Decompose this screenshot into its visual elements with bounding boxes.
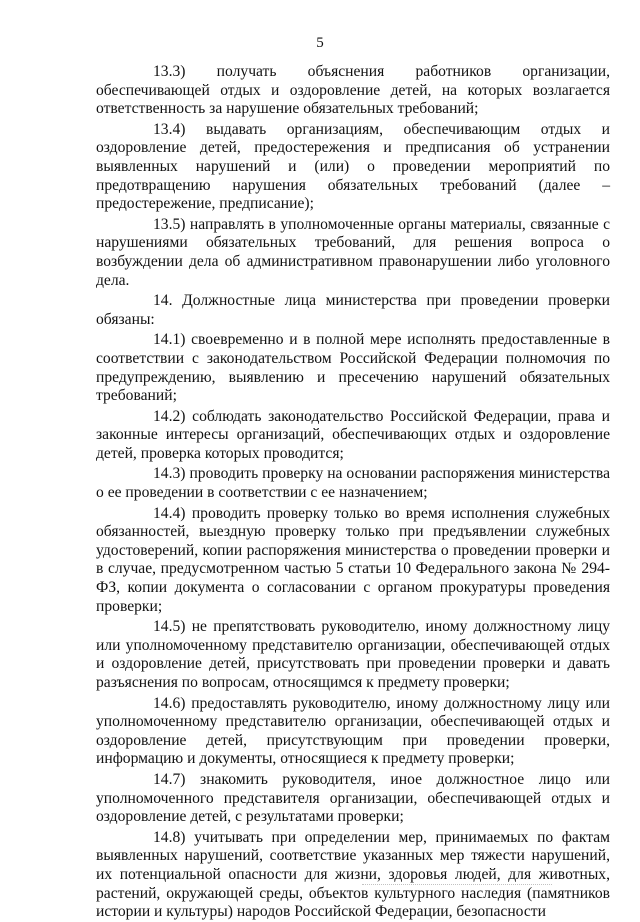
paragraph-14-1: 14.1) своевременно и в полной мере исполнять предоставленные в соответствии с законодательством Российской Федерации полномочия по предупреждению, выявлению и пресечению нарушений обязательных требований; bbox=[96, 331, 610, 405]
paragraph-14-8: 14.8) учитывать при определении мер, принимаемых по фактам выявленных нарушений, соответствие указанных мер тяжести нарушений, их потенциальной опасности для жизни, здоровья людей, для животных, растений, окружающей среды, объектов культурного наследия (памятников истории и культуры) народов Российской Федерации, безопасности bbox=[96, 828, 610, 921]
paragraph-14-3: 14.3) проводить проверку на основании распоряжения министерства о ее проведении в соответствии с ее назначением; bbox=[96, 465, 610, 502]
paragraph-14-7: 14.7) знакомить руководителя, иное должностное лицо или уполномоченного представителя организации, обеспечивающей отдых и оздоровление детей, с результатами проверки; bbox=[96, 770, 610, 826]
paragraph-14: 14. Должностные лица министерства при проведении проверки обязаны: bbox=[96, 292, 610, 328]
paragraph-13-3: 13.3) получать объяснения работников организации, обеспечивающей отдых и оздоровление детей, на которых возлагается ответственность за нарушение обязательных требований; bbox=[96, 63, 610, 118]
paragraph-13-5: 13.5) направлять в уполномоченные органы материалы, связанные с нарушениями обязательных требований, для решения вопроса о возбуждении дела об административном правонарушении либо уголовного дела. bbox=[96, 215, 610, 289]
paragraph-13-4: 13.4) выдавать организациям, обеспечивающим отдых и оздоровление детей, предостережения и предписания об устранении выявленных нарушений и (или) о проведении мероприятий по предотвращению нарушения обязательных требований (далее – предостережение, предписание); bbox=[96, 120, 610, 213]
paragraph-14-2: 14.2) соблюдать законодательство Российской Федерации, права и законные интересы организаций, обеспечивающих отдых и оздоровление детей, проверка которых проводится; bbox=[96, 407, 610, 462]
scan-artifact-dots bbox=[362, 884, 552, 889]
paragraph-14-5: 14.5) не препятствовать руководителю, иному должностному лицу или уполномоченному представителю организации, обеспечивающей отдых и оздоровление детей, присутствовать при проведении проверки и давать разъяснения по вопросам, относящимся к предмету проверки; bbox=[96, 618, 610, 691]
document-body bbox=[96, 63, 610, 922]
page-number: 5 bbox=[316, 35, 324, 51]
paragraph-14-4: 14.4) проводить проверку только во время исполнения служебных обязанностей, выездную проверку только при предъявлении служебных удостоверений, копии распоряжения министерства о проведении проверки и в случае, предусмотренном частью 5 статьи 10 Федерального закона № 294-ФЗ, копии документа о согласовании с органом прокуратуры проведения проверки; bbox=[96, 504, 610, 615]
paragraph-14-6: 14.6) предоставлять руководителю, иному должностному лицу или уполномоченному представителю организации, обеспечивающей отдых и оздоровление детей, присутствующим при проведении проверки, информацию и документы, относящиеся к предмету проверки; bbox=[96, 694, 610, 768]
